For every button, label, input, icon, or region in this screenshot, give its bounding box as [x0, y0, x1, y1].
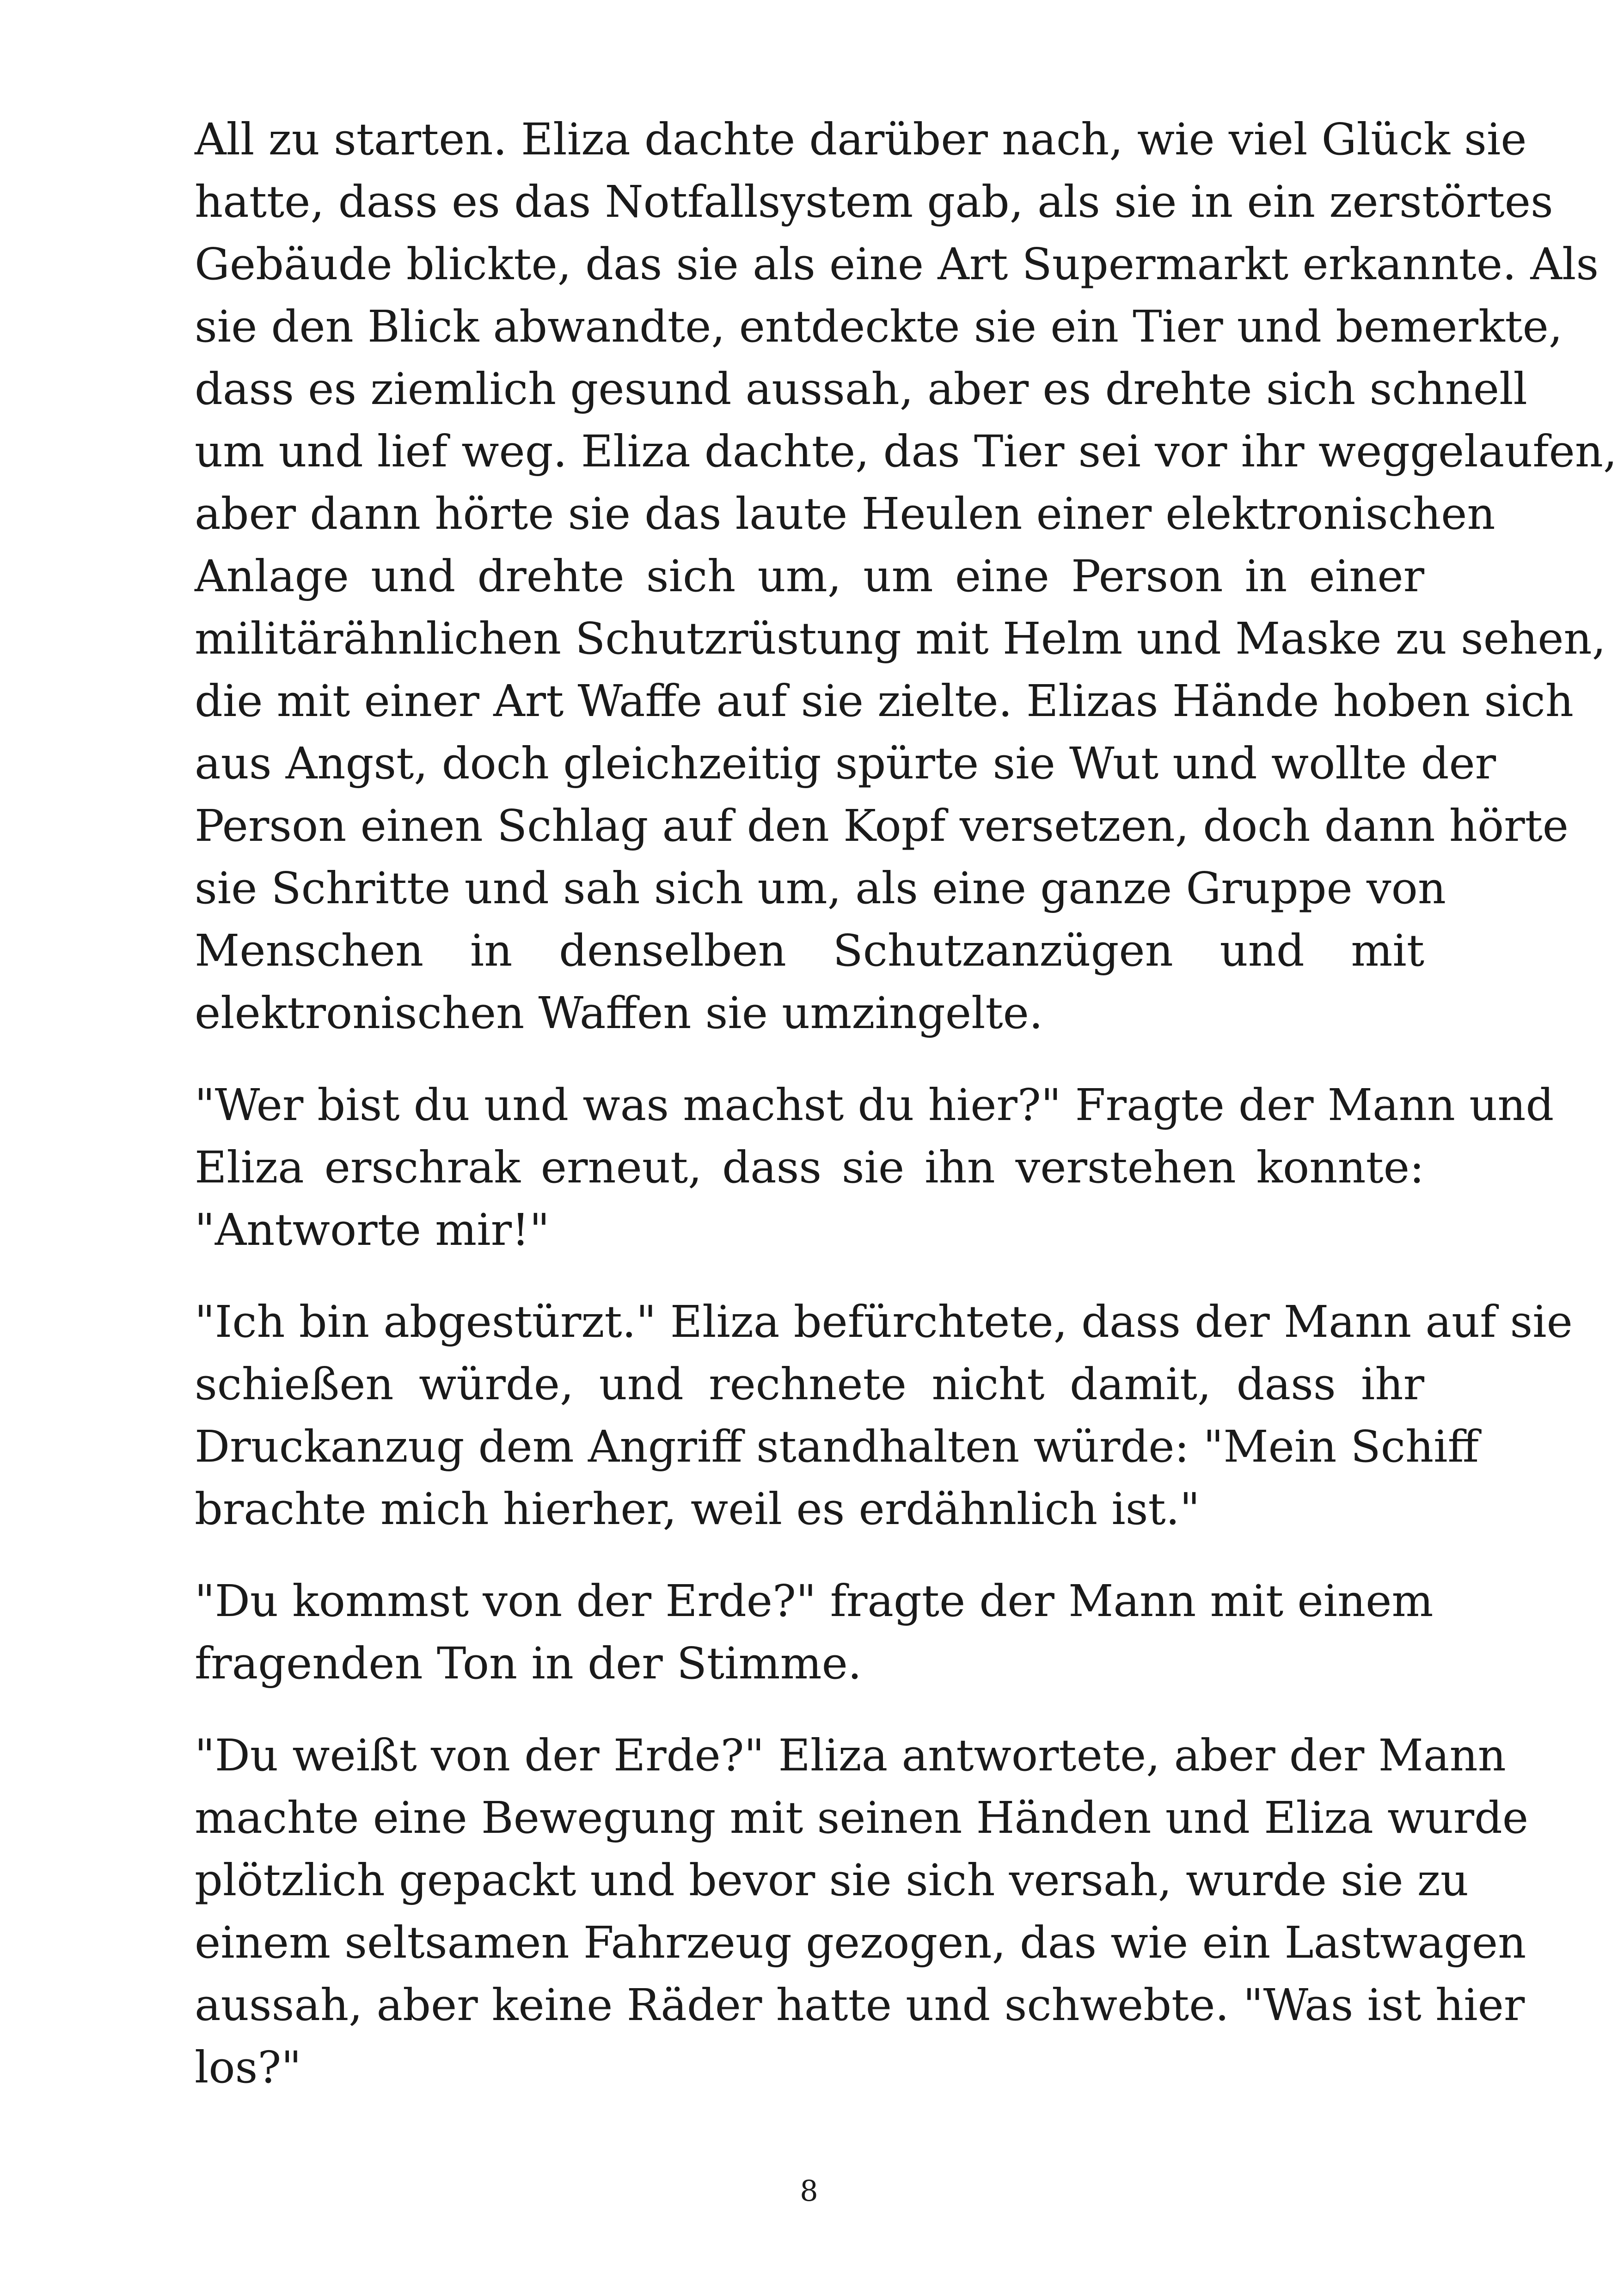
text-line: los?" — [195, 2042, 301, 2093]
text-line: hatte, dass es das Notfallsystem gab, als sie in ein zerstörtes — [195, 177, 1553, 227]
text-line: "Ich bin abgestürzt." Eliza befürchtete, dass der Mann auf sie — [195, 1297, 1573, 1347]
text-line: Anlage und drehte sich um, um eine Person in einer — [195, 551, 1424, 602]
paragraph-2 — [195, 1074, 1554, 1261]
text-line: "Antworte mir!" — [195, 1205, 550, 1255]
text-line: aussah, aber keine Räder hatte und schwebte. "Was ist hier — [195, 1980, 1525, 2031]
body-text — [195, 109, 1618, 2129]
text-line: aber dann hörte sie das laute Heulen einer elektronischen — [195, 489, 1495, 539]
text-line: All zu starten. Eliza dachte darüber nach, wie viel Glück sie — [195, 114, 1527, 165]
paragraph-1 — [195, 109, 1618, 1045]
text-line: "Wer bist du und was machst du hier?" Fragte der Mann und — [195, 1080, 1554, 1131]
text-line: sie den Blick abwandte, entdeckte sie ein Tier und bemerkte, — [195, 301, 1563, 352]
text-line: Gebäude blickte, das sie als eine Art Supermarkt erkannte. Als — [195, 239, 1599, 290]
text-line: militärähnlichen Schutzrüstung mit Helm und Maske zu sehen, — [195, 613, 1606, 664]
text-line: die mit einer Art Waffe auf sie zielte. Elizas Hände hoben sich — [195, 676, 1574, 727]
text-line: brachte mich hierher, weil es erdähnlich ist." — [195, 1484, 1200, 1535]
text-line: fragenden Ton in der Stimme. — [195, 1638, 862, 1689]
text-line: schießen würde, und rechnete nicht damit, dass ihr — [195, 1359, 1424, 1410]
text-line: sie Schritte und sah sich um, als eine ganze Gruppe von — [195, 863, 1446, 914]
text-line: machte eine Bewegung mit seinen Händen und Eliza wurde — [195, 1793, 1529, 1843]
text-line: Eliza erschrak erneut, dass sie ihn verstehen konnte: — [195, 1142, 1424, 1193]
text-line: um und lief weg. Eliza dachte, das Tier sei vor ihr weggelaufen, — [195, 426, 1618, 477]
text-line: Menschen in denselben Schutzanzügen und mit — [195, 925, 1424, 976]
text-line: elektronischen Waffen sie umzingelte. — [195, 988, 1043, 1039]
text-line: plötzlich gepackt und bevor sie sich versah, wurde sie zu — [195, 1855, 1469, 1906]
page-number: 8 — [800, 2174, 818, 2208]
text-line: Person einen Schlag auf den Kopf versetzen, doch dann hörte — [195, 801, 1569, 851]
text-line: "Du kommst von der Erde?" fragte der Mann mit einem — [195, 1576, 1434, 1627]
text-line: einem seltsamen Fahrzeug gezogen, das wie ein Lastwagen — [195, 1917, 1526, 1968]
text-line: "Du weißt von der Erde?" Eliza antwortete, aber der Mann — [195, 1730, 1506, 1781]
paragraph-3 — [195, 1291, 1573, 1541]
text-line: dass es ziemlich gesund aussah, aber es drehte sich schnell — [195, 364, 1527, 415]
text-line: aus Angst, doch gleichzeitig spürte sie Wut und wollte der — [195, 738, 1496, 789]
paragraph-4 — [195, 1570, 1434, 1695]
text-line: Druckanzug dem Angriff standhalten würde: "Mein Schiff — [195, 1421, 1479, 1472]
paragraph-5 — [195, 1725, 1529, 2099]
